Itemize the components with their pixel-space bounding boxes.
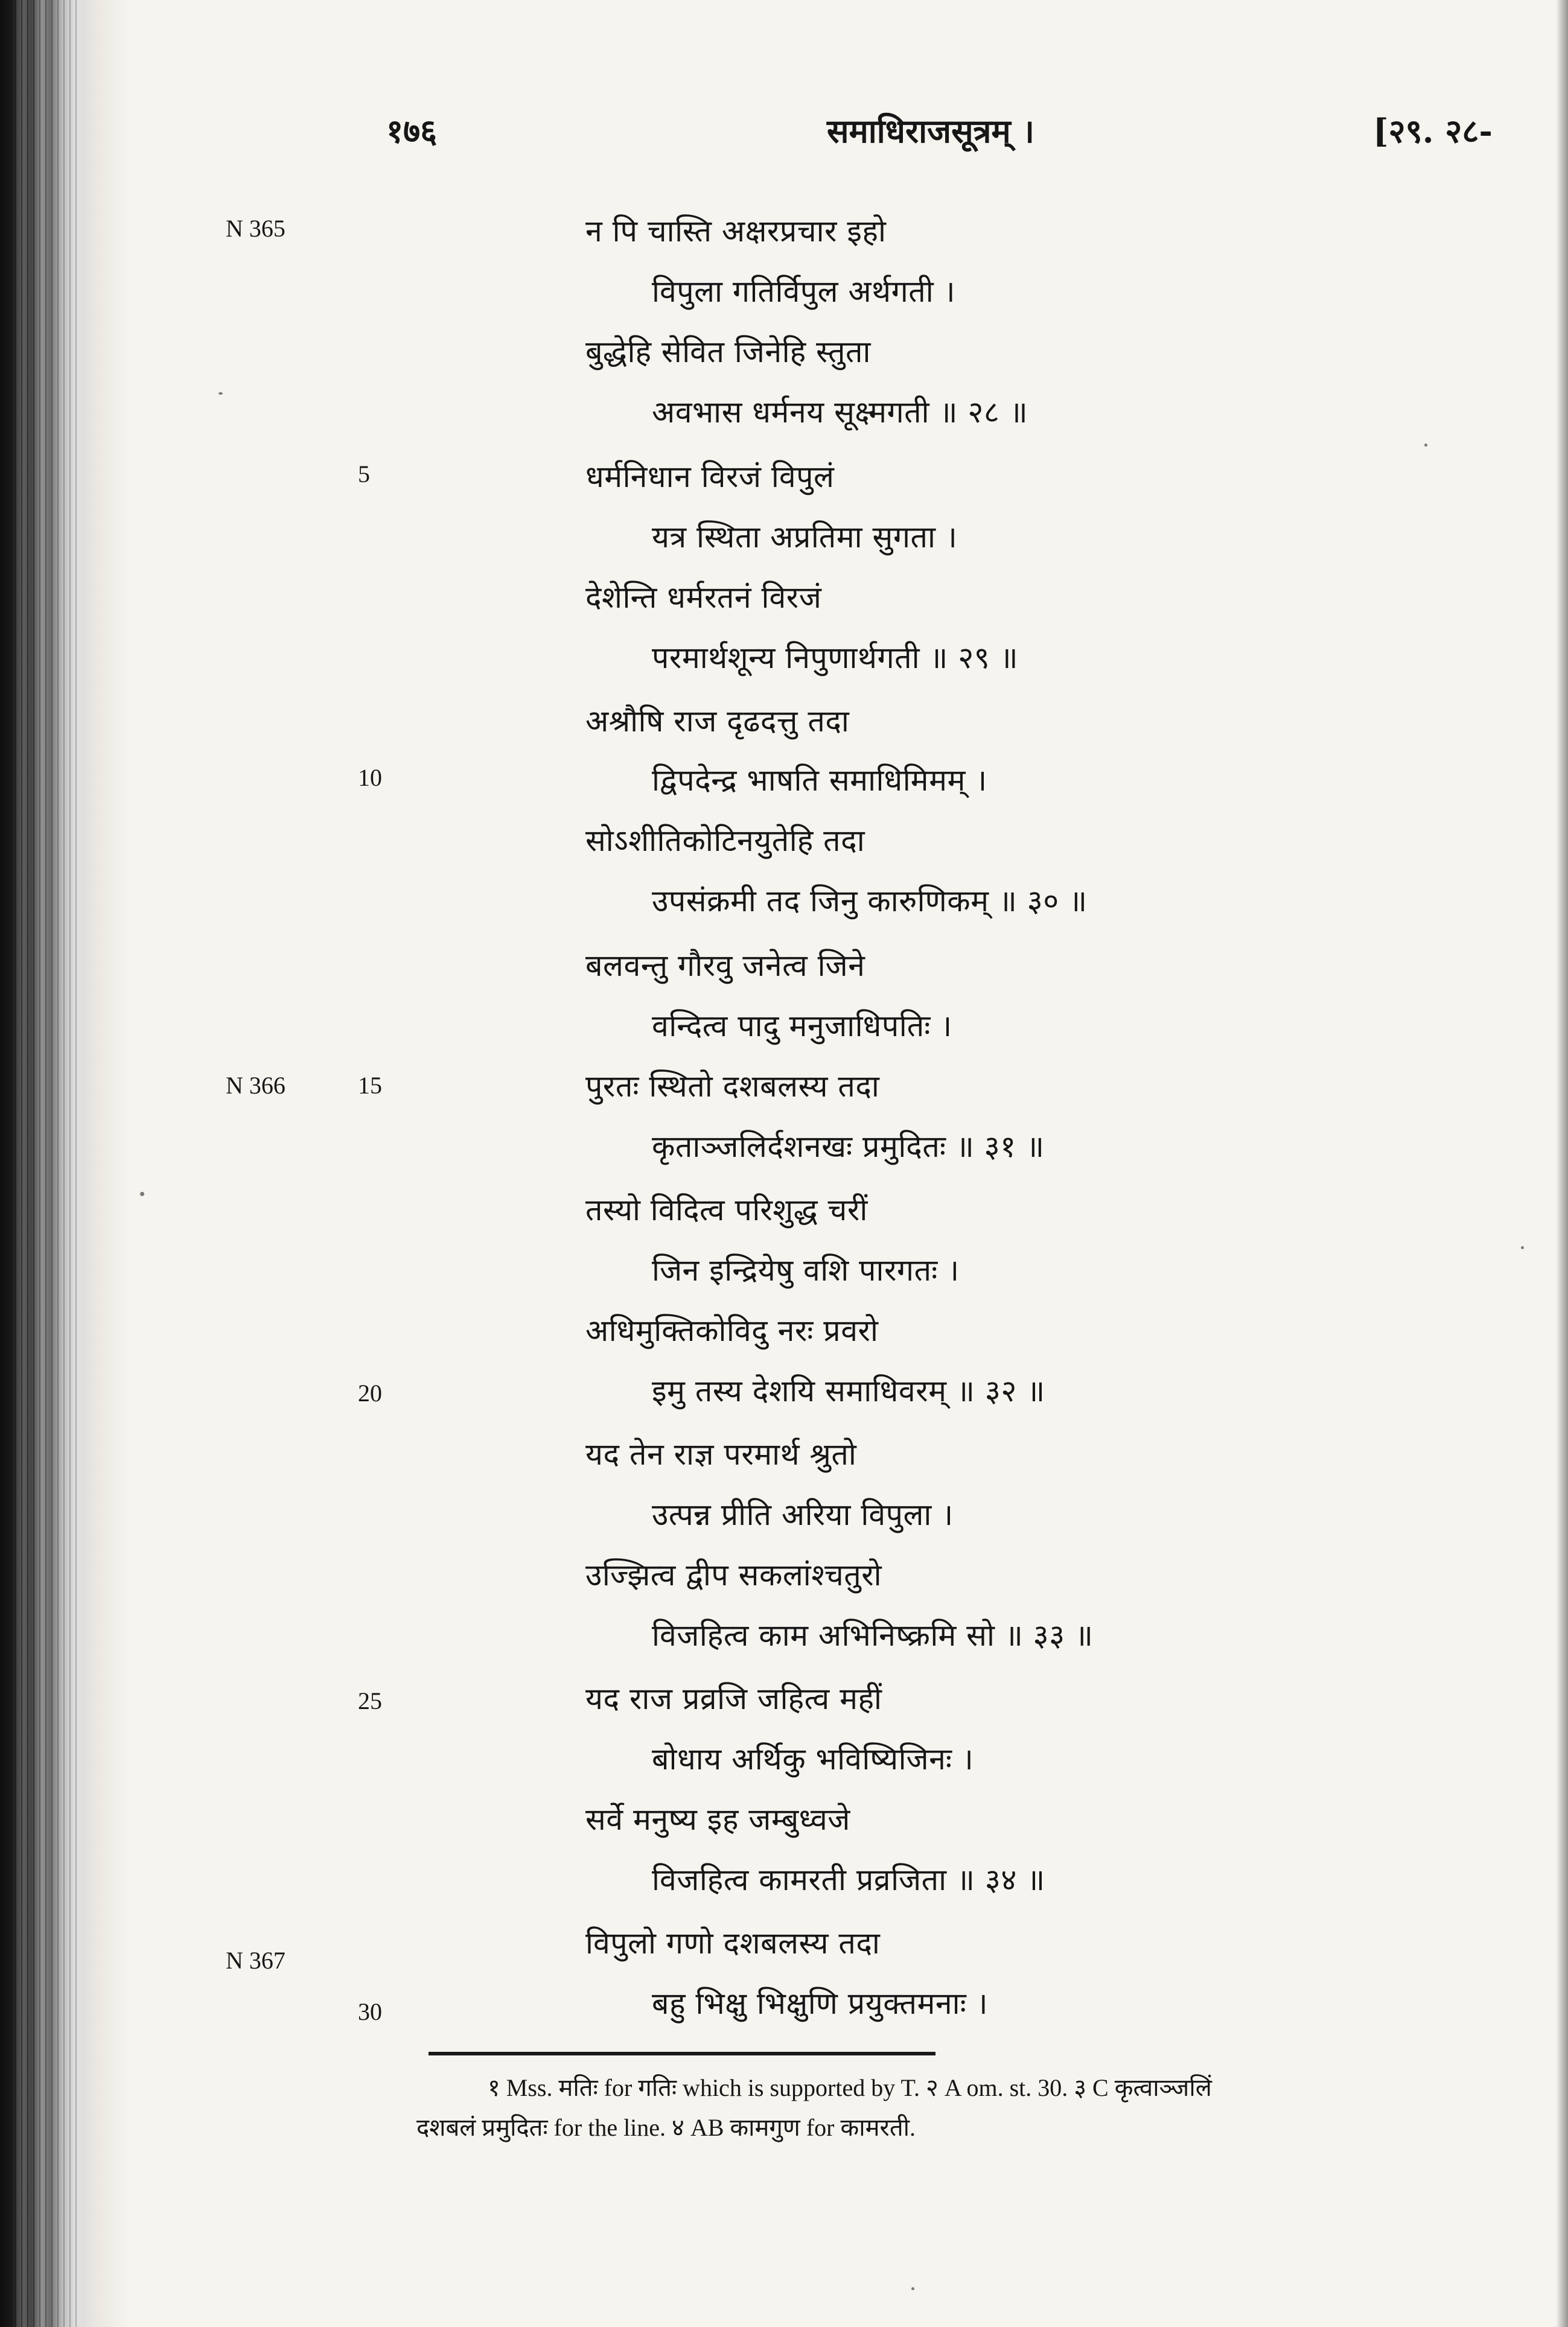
scan-speck: [911, 2287, 914, 2290]
line-number: 15: [358, 1072, 382, 1099]
verse-line: कृताञ्जलिर्दशनखः प्रमुदितः ॥ ३१ ॥: [652, 1129, 1045, 1164]
footnote-line: १ Mss. मतिः for गतिः which is supported by T. २ A om. st. 30. ३ C कृत्वाञ्जलिं: [488, 2074, 1212, 2101]
verse-line: विजहित्व काम अभिनिष्क्रमि सो ॥ ३३ ॥: [652, 1618, 1094, 1653]
book-binding-lines: [15, 0, 81, 2327]
verse-line: जिन इन्द्रियेषु वशि पारगतः ।: [652, 1253, 960, 1288]
verse-line: विपुला गतिर्विपुल अर्थगती ।: [652, 274, 956, 309]
verse-reference: [२९. २८-: [1373, 112, 1493, 150]
verse-line: अश्रौषि राज दृढदत्तु तदा: [585, 704, 850, 739]
verse-line: विजहित्व कामरती प्रव्रजिता ॥ ३४ ॥: [652, 1862, 1045, 1897]
page-title: समाधिराजसूत्रम् ।: [827, 112, 1034, 150]
verse-line: तस्यो विदित्व परिशुद्ध चरीं: [585, 1192, 868, 1227]
verse-line: बुद्धेहि सेवित जिनेहि स्तुता: [585, 334, 871, 369]
verse-line: परमार्थशून्य निपुणार्थगती ॥ २९ ॥: [652, 640, 1019, 675]
scan-speck: [218, 392, 223, 395]
page-number: १७६: [386, 112, 438, 150]
footnote-rule: [429, 2052, 935, 2055]
verse-line: अवभास धर्मनय सूक्ष्मगती ॥ २८ ॥: [652, 395, 1028, 430]
verse-line: उपसंक्रमी तद जिनु कारुणिकम् ॥ ३० ॥: [652, 883, 1088, 918]
manuscript-reference: N 367: [226, 1947, 285, 1974]
verse-line: देशेन्ति धर्मरतनं विरजं: [585, 580, 822, 615]
scan-speck: [1424, 444, 1427, 447]
line-number: 25: [358, 1687, 382, 1714]
verse-line: सोऽशीतिकोटिनयुतेहि तदा: [585, 823, 865, 858]
verse-line: विपुलो गणो दशबलस्य तदा: [585, 1926, 881, 1961]
line-number: 10: [358, 764, 382, 791]
verse-line: यद तेन राज्ञ परमार्थ श्रुतो: [585, 1437, 857, 1472]
verse-line: बलवन्तु गौरवु जनेत्व जिने: [585, 948, 865, 983]
line-number: 30: [358, 1998, 382, 2025]
verse-line: पुरतः स्थितो दशबलस्य तदा: [585, 1069, 880, 1104]
verse-line: उत्पन्न प्रीति अरिया विपुला ।: [652, 1497, 954, 1532]
verse-line: इमु तस्य देशयि समाधिवरम् ॥ ३२ ॥: [652, 1374, 1045, 1409]
verse-line: यद राज प्रव्रजि जहित्व महीं: [585, 1681, 882, 1716]
verse-line: अधिमुक्तिकोविदु नरः प्रवरो: [585, 1313, 879, 1348]
verse-line: यत्र स्थिता अप्रतिमा सुगता ।: [652, 520, 958, 555]
verse-line: धर्मनिधान विरजं विपुलं: [585, 459, 835, 494]
verse-line: बोधाय अर्थिकु भविष्यिजिनः ।: [652, 1742, 974, 1777]
verse-line: वन्दित्व पादु मनुजाधिपतिः ।: [652, 1008, 952, 1043]
line-number: 5: [358, 460, 370, 488]
scan-speck: [1521, 1246, 1524, 1249]
footnote-line: दशबलं प्रमुदितः for the line. ४ AB कामगुण for कामरती.: [416, 2114, 916, 2141]
verse-line: सर्वे मनुष्य इह जम्बुध्वजे: [585, 1802, 850, 1837]
manuscript-reference: N 366: [226, 1072, 285, 1099]
scan-speck: [140, 1192, 144, 1196]
manuscript-reference: N 365: [226, 215, 285, 242]
verse-line: बहु भिक्षु भिक्षुणि प्रयुक्तमनाः ।: [652, 1986, 989, 2021]
verse-line: उज्झित्व द्वीप सकलांश्चतुरो: [585, 1558, 882, 1593]
verse-line: न पि चास्ति अक्षरप्रचार इहो: [585, 214, 887, 249]
page-right-edge: [1556, 0, 1568, 2327]
line-number: 20: [358, 1380, 382, 1407]
verse-line: द्विपदेन्द्र भाषति समाधिमिमम् ।: [652, 763, 987, 798]
